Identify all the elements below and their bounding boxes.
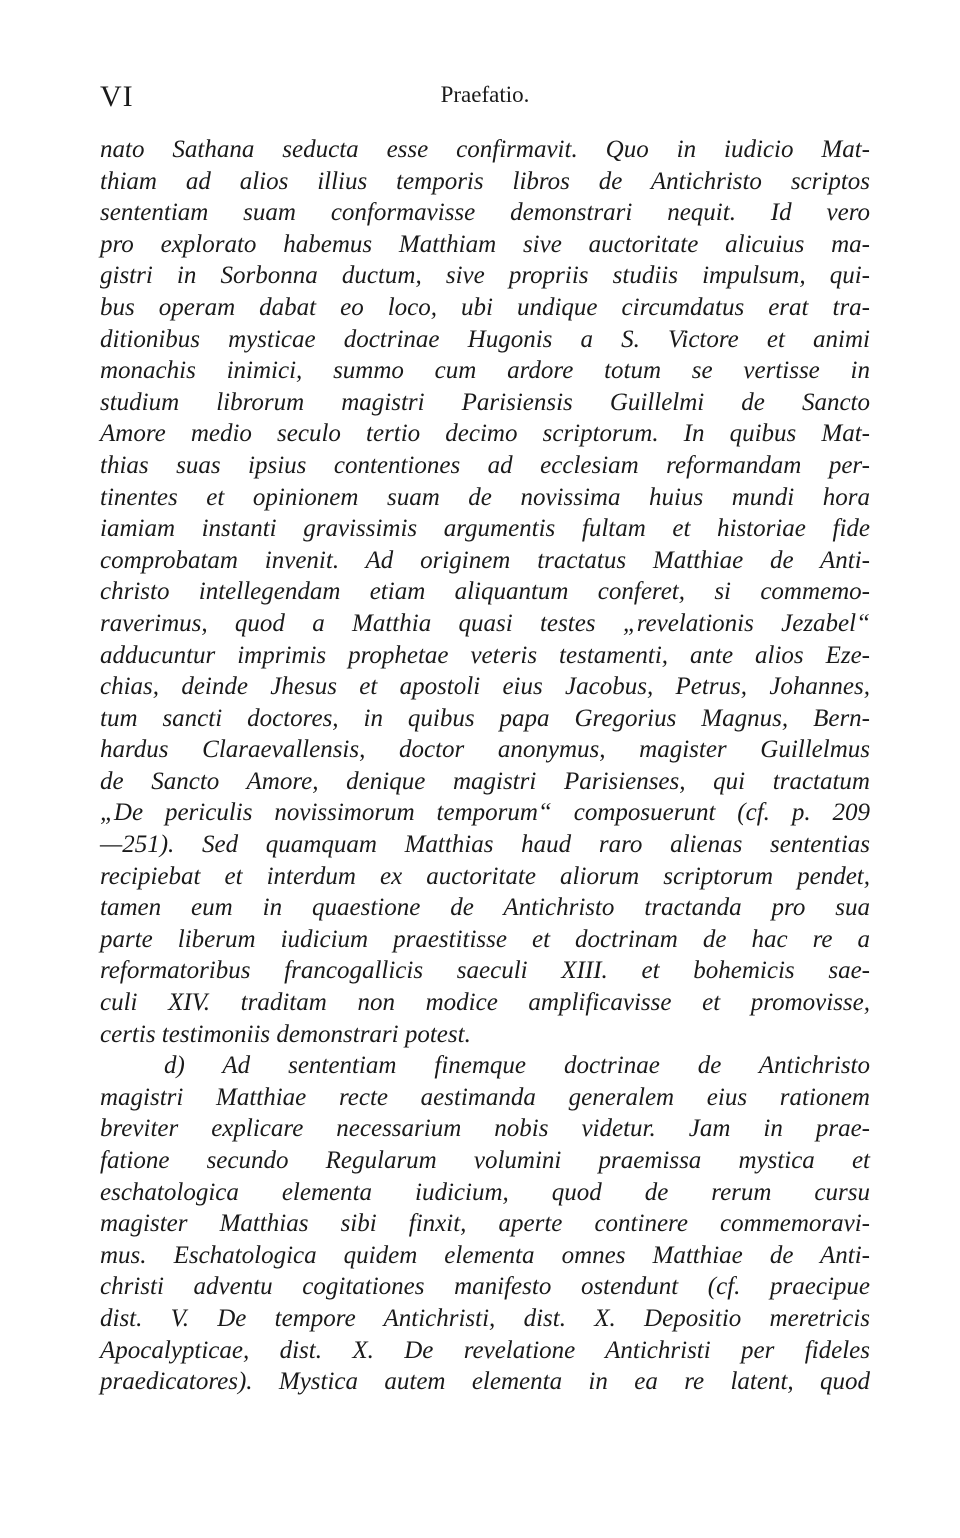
text-line: nato Sathana seducta esse confirmavit. Quo in iudicio Mat-	[100, 136, 870, 163]
text-line: fatione secundo Regularum volumini praemissa mystica et	[100, 1147, 870, 1174]
text-line: breviter explicare necessarium nobis videtur. Jam in prae-	[100, 1115, 870, 1143]
text-line: dist. V. De tempore Antichristi, dist. X. Depositio meretricis	[100, 1304, 870, 1332]
text-line: bus operam dabat eo loco, ubi undique circumdatus erat tra-	[100, 293, 870, 321]
text-line: hardus Claraevallensis, doctor anonymus, magister Guillelmus	[100, 736, 870, 764]
text-line: Apocalypticae, dist. X. De revelatione Antichristi per fideles	[100, 1336, 870, 1364]
text-line: certis testimoniis demonstrari potest.	[100, 1020, 471, 1048]
text-line: tum sancti doctores, in quibus papa Gregorius Magnus, Bern-	[100, 704, 870, 732]
text-line: raverimus, quod a Matthia quasi testes „revelationis Jezabel“	[100, 609, 870, 637]
text-line: chias, deinde Jhesus et apostoli eius Jacobus, Petrus, Johannes,	[100, 673, 870, 701]
text-line: comprobatam invenit. Ad originem tractatus Matthiae de Anti-	[100, 546, 870, 574]
running-title: Praefatio.	[440, 82, 530, 107]
text-line: mus. Eschatologica quidem elementa omnes Matthiae de Anti-	[100, 1241, 870, 1269]
text-line: ditionibus mysticae doctrinae Hugonis a S. Victore et animi	[100, 325, 870, 353]
text-line: christi adventu cogitationes manifesto ostendunt (cf. praecipue	[100, 1273, 870, 1301]
text-line: culi XIV. traditam non modice amplificavisse et promovisse,	[100, 989, 870, 1017]
text-line: tinentes et opinionem suam de novissima huius mundi hora	[100, 483, 870, 511]
text-line: eschatologica elementa iudicium, quod de rerum cursu	[100, 1178, 870, 1206]
text-line: de Sancto Amore, denique magistri Parisienses, qui tractatum	[100, 767, 870, 795]
text-line: —251). Sed quamquam Matthias haud raro alienas sententias	[100, 831, 870, 859]
text-line: „De periculis novissimorum temporum“ composuerunt (cf. p. 209	[100, 799, 870, 827]
text-line: studium librorum magistri Parisiensis Guillelmi de Sancto	[100, 388, 870, 416]
text-line: adducuntur imprimis prophetae veteris testamenti, ante alios Eze-	[100, 641, 870, 669]
text-line: iamiam instanti gravissimis argumentis fultam et historiae fide	[100, 515, 870, 543]
text-line: magister Matthias sibi finxit, aperte continere commemoravi-	[100, 1210, 870, 1238]
text-line: thiam ad alios illius temporis libros de Antichristo scriptos	[100, 167, 870, 195]
text-line: reformatoribus francogallicis saeculi XIII. et bohemicis sae-	[100, 957, 870, 985]
text-line: Amore medio seculo tertio decimo scriptorum. In quibus Mat-	[100, 420, 870, 448]
text-line: gistri in Sorbonna ductum, sive propriis studiis impulsum, qui-	[100, 262, 870, 290]
text-line: magistri Matthiae recte aestimanda generalem eius rationem	[100, 1083, 870, 1111]
text-line: praedicatores). Mystica autem elementa in ea re latent, quod	[100, 1368, 870, 1396]
text-line: christo intellegendam etiam aliquantum conferet, si commemo-	[100, 578, 870, 606]
text-line: parte liberum iudicium praestitisse et doctrinam de hac re a	[100, 925, 870, 953]
page-number: VI	[100, 80, 134, 113]
page-header	[100, 80, 870, 120]
text-line: thias suas ipsius contentiones ad ecclesiam reformandam per-	[100, 451, 870, 479]
text-line: monachis inimici, summo cum ardore totum se vertisse in	[100, 357, 870, 385]
text-line: recipiebat et interdum ex auctoritate aliorum scriptorum pendet,	[100, 862, 870, 890]
text-line: pro explorato habemus Matthiam sive auctoritate alicuius ma-	[100, 230, 870, 258]
text-line: d) Ad sententiam finemque doctrinae de Antichristo	[164, 1052, 870, 1080]
text-line: tamen eum in quaestione de Antichristo tractanda pro sua	[100, 894, 870, 922]
body-text	[100, 134, 870, 1398]
text-line: sententiam suam conformavisse demonstrari nequit. Id vero	[100, 199, 870, 227]
